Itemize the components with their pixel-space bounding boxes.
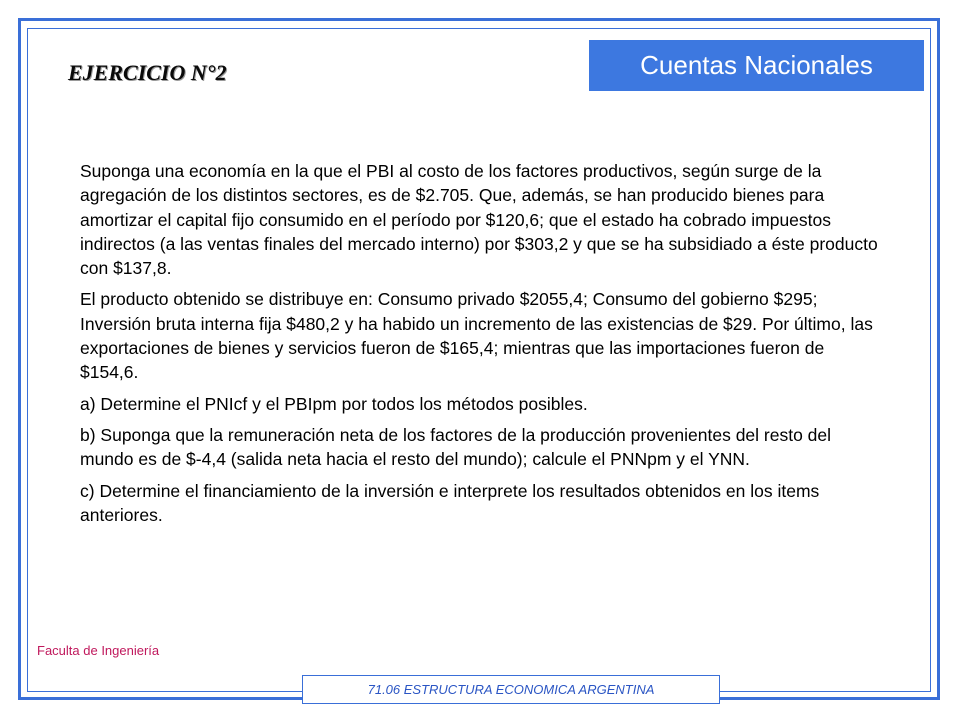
question-c: c) Determine el financiamiento de la inversión e interprete los resultados obtenidos en los items anteriores. xyxy=(80,480,820,525)
paragraph-statement: Suponga una economía en la que el PBI al costo de los factores productivos, según surge de la agregación de los distintos sectores, es de $2.705. Que, además, se han producido bienes para amortizar el capital fijo consumido en el período por $120,6; que el estado ha cobrado impuestos indirectos (a las ventas finales del mercado interno) por $303,2 y que se ha subsidiado a éste producto con $137,8. xyxy=(80,161,878,279)
exercise-body xyxy=(80,159,880,534)
question-a: a) Determine el PNIcf y el PBIpm por todos los métodos posibles. xyxy=(80,393,588,414)
paragraph-distribution: El producto obtenido se distribuye en: Consumo privado $2055,4; Consumo del gobierno $295; Inversión bruta interna fija $480,2 y ha habido un incremento de las existencias de $29. Por último, las exportaciones de bienes y servicios fueron de $165,4; mientras que las importaciones fueron de $154,6. xyxy=(80,289,873,383)
exercise-title: EJERCICIO N°2 xyxy=(68,60,227,85)
header-label-box xyxy=(589,40,924,91)
header-label: Cuentas Nacionales xyxy=(640,50,873,80)
question-b: b) Suponga que la remuneración neta de los factores de la producción provenientes del resto del mundo es de $-4,4 (salida neta hacia el resto del mundo); calcule el PNNpm y el YNN. xyxy=(80,424,832,470)
course-footer-box xyxy=(302,675,720,704)
faculty-label: Faculta de Ingeniería xyxy=(37,643,160,658)
course-footer-label: 71.06 ESTRUCTURA ECONOMICA ARGENTINA xyxy=(367,682,655,697)
